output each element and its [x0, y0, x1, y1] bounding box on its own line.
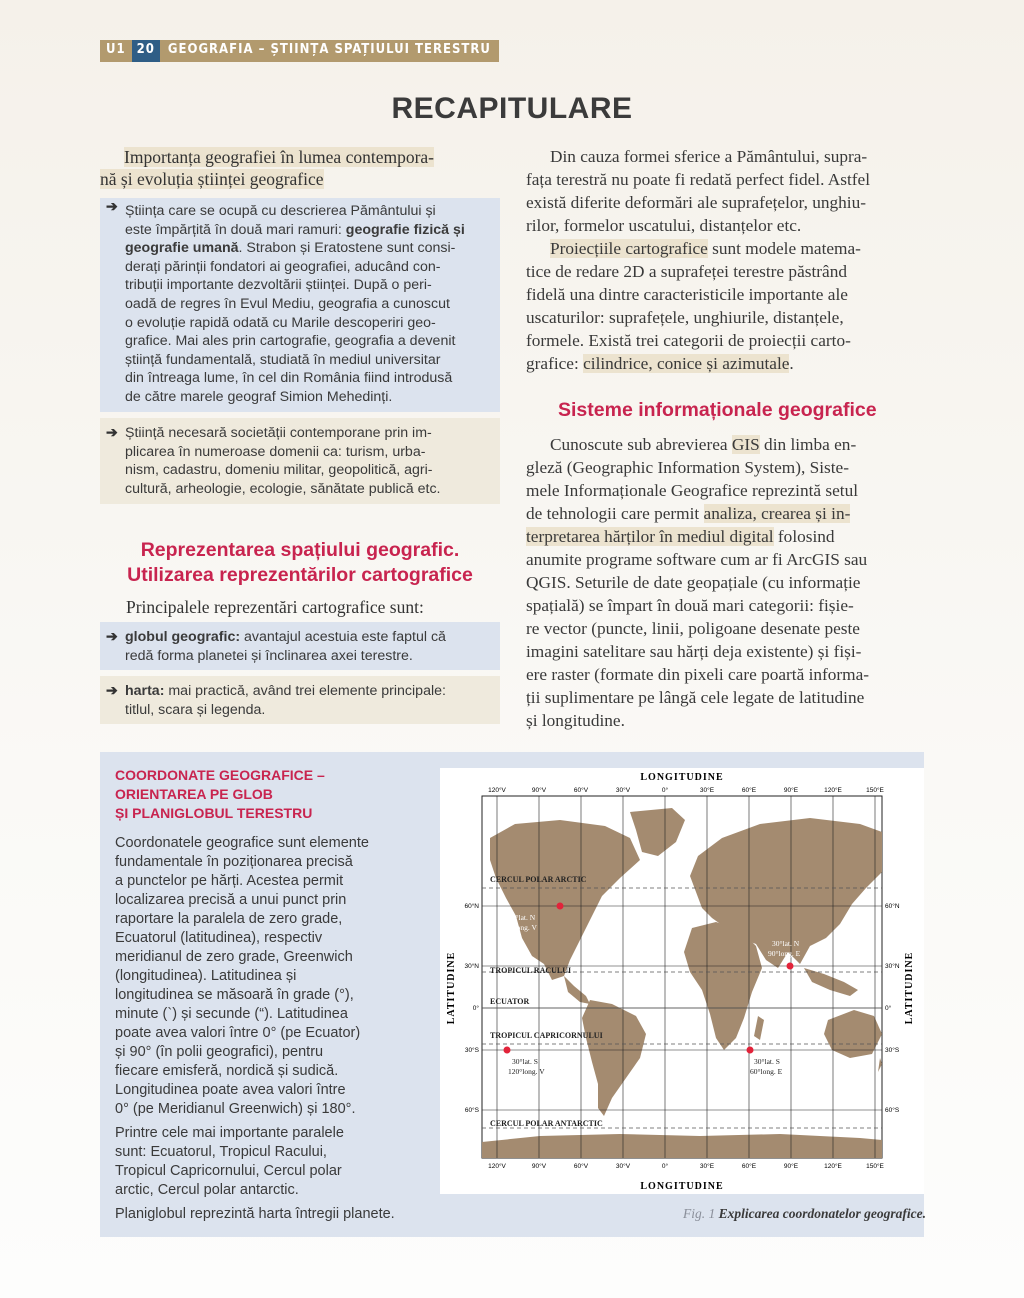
info-box-usefulness [100, 418, 500, 504]
lon-tick-top: 120°V [488, 787, 506, 794]
coord-line: a punctelor pe hărți. Acestea permit [115, 873, 344, 889]
lon-tick-bottom: 60°E [741, 1163, 757, 1170]
box2-line: Știință necesară societății contemporane prin im- [125, 425, 432, 441]
coord-paragraph-1 [115, 834, 415, 1119]
axis-label-left: LATITUDINE [446, 951, 457, 1025]
projection-text [526, 145, 926, 375]
lat-tick-left: 60°N [464, 903, 479, 910]
section-title-representation [100, 538, 500, 588]
figure-caption-text: Explicarea coordonatelor geografice. [718, 1206, 926, 1221]
coordinate-point [747, 1047, 754, 1054]
coord-line: localizarea precisă a unui punct prin [115, 892, 347, 908]
figure-caption [656, 1206, 926, 1222]
world-map-figure [440, 768, 924, 1194]
coordinate-point [557, 903, 564, 910]
coord-line: poate avea valori între 0° (pe Ecuator) [115, 1025, 361, 1041]
coord-line: minute (`) și secunde (“). Latitudinea [115, 1006, 348, 1022]
coord-title-line: ORIENTAREA PE GLOB [115, 786, 273, 802]
lon-tick-bottom: 30°V [615, 1163, 631, 1170]
coord-line: Tropicul Capricornului, Cercul polar [115, 1163, 342, 1179]
coord-line: longitudinea se măsoară în grade (°), [115, 987, 354, 1003]
right-line: fidelă una dintre caracteristicile importante ale [526, 285, 848, 304]
coord-line: fundamentale în poziționarea precisă [115, 854, 353, 870]
lon-tick-top: 60°E [741, 787, 757, 794]
globe-line: redă forma planetei și înclinarea axei terestre. [125, 647, 413, 664]
highlight-term: analiza, crearea și in- [703, 504, 851, 523]
lon-tick-bottom: 60°V [573, 1163, 589, 1170]
lon-tick-top: 120°E [824, 787, 842, 794]
right-line [526, 525, 926, 548]
right-line: QGIS. Seturile de date geopațiale (cu informație [526, 573, 861, 592]
box1-line: oadă de regres în Evul Mediu, geografia a cunoscut [125, 295, 450, 312]
antarctica [482, 1134, 882, 1158]
box2-line: cultură, arheologie, ecologie, sănătate publică etc. [125, 480, 441, 497]
parallel-label: CERCUL POLAR ANTARCTIC [490, 1119, 603, 1128]
right-line: re vector (puncte, linii, poligoane desenate peste [526, 619, 860, 638]
right-line: formele. Există trei categorii de proiecții carto- [526, 331, 851, 350]
coord-line: Longitudinea poate avea valori între [115, 1082, 346, 1098]
coordinates-title [115, 766, 375, 823]
box1-line: Știința care se ocupă cu descrierea Pământului și [125, 203, 436, 219]
box1-line: este împărțită în două mari ramuri: geografie fizică și [125, 221, 465, 238]
parallel-label: TROPICUL RACULUI [490, 966, 572, 975]
box1-line: tribuții importante dezvoltării științei. După o peri- [125, 277, 432, 294]
point-label: 30°lat. S [512, 1057, 538, 1066]
right-line: ții suplimentare pe lângă cele legate de latitudine [526, 688, 865, 707]
section-title-line: Reprezentarea spațiului geografic. [140, 539, 460, 561]
right-line: mele Informaționale Geografice reprezintă setul [526, 481, 859, 500]
heading-line-2: nă și evoluția științei geografice [100, 169, 324, 189]
axis-label-right: LATITUDINE [904, 951, 915, 1025]
chapter-title: GEOGRAFIA – ȘTIINȚA SPAȚIULUI TERESTRU [160, 40, 499, 62]
box1-line: o evoluție rapidă odată cu Marile descoperiri geo- [125, 314, 436, 331]
right-line: rilor, formelor uscatului, distanțelor etc. [526, 216, 802, 235]
right-text: grafice: [526, 354, 584, 373]
coord-line: Coordonatele geografice sunt elemente [115, 835, 369, 851]
point-label: 30°lat. N [772, 939, 800, 948]
coordinate-point [504, 1047, 511, 1054]
coord-line: meridianul de zero grade, Greenwich [115, 949, 353, 965]
highlight-term: GIS [731, 435, 760, 454]
point-label: 90°long. V [504, 923, 537, 932]
highlight-term: terpretarea hărților în mediul digital [526, 527, 774, 546]
gis-text [526, 433, 926, 732]
highlight-term: Proiecțiile cartografice [550, 239, 708, 258]
lon-tick-top: 90°E [783, 787, 799, 794]
right-text: de tehnologii care permit [526, 504, 704, 523]
lon-tick-bottom: 90°V [531, 1163, 547, 1170]
page-number: 20 [132, 40, 160, 62]
coord-paragraph-2 [115, 1124, 415, 1200]
coordinates-text [115, 834, 415, 1229]
point-label: 60°long. E [750, 1067, 783, 1076]
coord-line: (longitudinea). Latitudinea și [115, 968, 297, 984]
right-line: uscaturilor: suprafețele, unghiurile, distanțele, [526, 308, 844, 327]
right-text: sunt modele matema- [707, 239, 861, 258]
info-box-globe [100, 622, 500, 670]
lat-tick-right: 0° [885, 1005, 892, 1012]
unit-label: U1 [100, 40, 132, 62]
coord-line: 0° (pe Meridianul Greenwich) și 180°. [115, 1101, 356, 1117]
map-term: harta: [125, 683, 165, 699]
point-label: 90°long. E [768, 949, 801, 958]
lon-tick-top: 30°V [615, 787, 631, 794]
lon-tick-top: 60°V [573, 787, 589, 794]
right-line: tice de redare 2D a suprafeței terestre păstrând [526, 262, 847, 281]
heading-line-1: Importanța geografiei în lumea contempora- [124, 147, 435, 167]
page-title: RECAPITULARE [391, 92, 633, 125]
section-title-gis: Sisteme informaționale geografice [558, 399, 877, 421]
right-line [526, 237, 926, 260]
right-text: Cunoscute sub abrevierea [550, 435, 732, 454]
box1-line: de către marele geograf Simion Mehedinți. [125, 388, 393, 405]
right-text: din limba en- [759, 435, 857, 454]
lon-tick-bottom: 150°E [866, 1163, 884, 1170]
right-line: fața terestră nu poate fi redată perfect fidel. Astfel [526, 170, 871, 189]
parallel-label: ECUATOR [490, 997, 530, 1006]
coord-line: sunt: Ecuatorul, Tropicul Racului, [115, 1144, 327, 1160]
coord-line: și 90° (în polii geografici), pentru [115, 1044, 324, 1060]
right-line [526, 502, 926, 525]
box2-line: plicarea în numeroase domenii ca: turism, urba- [125, 443, 426, 460]
section-title-line: Utilizarea reprezentărilor cartografice [127, 564, 473, 586]
lon-tick-top: 0° [661, 787, 669, 794]
info-box-definition [100, 198, 500, 412]
section-heading-importance [100, 146, 500, 190]
coord-paragraph-3: Planiglobul reprezintă harta întregii planete. [115, 1206, 395, 1222]
lon-tick-bottom: 30°E [699, 1163, 715, 1170]
lat-tick-left: 30°S [464, 1047, 479, 1054]
lat-tick-left: 30°N [464, 963, 479, 970]
arrow-icon: ➔ [106, 683, 118, 699]
representations-intro: Principalele reprezentări cartografice sunt: [126, 597, 424, 617]
world-map-svg [440, 768, 924, 1194]
arrow-icon: ➔ [106, 199, 118, 215]
lat-tick-left: 0° [472, 1005, 479, 1012]
map-line [125, 682, 494, 701]
lon-tick-top: 90°V [531, 787, 547, 794]
map-line: titlul, scara și legenda. [125, 701, 266, 718]
coord-line: arctic, Cercul polar antarctic. [115, 1182, 299, 1198]
right-line: există diferite deformări ale suprafețelor, unghiu- [526, 193, 866, 212]
box1-line: grafice. Mai ales prin cartografie, geografia a devenit [125, 333, 456, 350]
right-line: gleză (Geographic Information System), Siste- [526, 458, 849, 477]
lat-tick-right: 60°S [885, 1107, 900, 1114]
box1-line: derați părinții fondatori ai geografiei, aducând con- [125, 258, 441, 275]
box1-line: geografie umană. Strabon și Eratostene sunt consi- [125, 240, 456, 257]
lon-tick-top: 30°E [699, 787, 715, 794]
globe-text: avantajul acestuia este faptul că [240, 629, 446, 645]
arrow-icon: ➔ [106, 425, 118, 441]
lon-tick-bottom: 120°V [488, 1163, 506, 1170]
lon-tick-bottom: 120°E [824, 1163, 842, 1170]
axis-label-bottom: LONGITUDINE [640, 1181, 724, 1192]
lon-tick-bottom: 90°E [783, 1163, 799, 1170]
coord-line: fiecare emisferă, nordică și sudică. [115, 1063, 339, 1079]
coordinate-point [787, 963, 794, 970]
box1-line: din întreaga lume, în cel din România fiind introdusă [125, 370, 453, 387]
right-line: spațială) se împart în două mari categorii: fișie- [526, 596, 854, 615]
right-line: Din cauza formei sferice a Pământului, supra- [550, 147, 868, 166]
right-text: folosind [773, 527, 835, 546]
lat-tick-right: 30°N [885, 963, 900, 970]
coord-line: raportare la paralela de zero grade, [115, 911, 343, 927]
highlight-term: cilindrice, conice și azimutale [583, 354, 790, 373]
right-text: . [789, 354, 794, 373]
axis-label-top: LONGITUDINE [640, 772, 724, 783]
coord-line: Ecuatorul (latitudinea), respectiv [115, 930, 323, 946]
parallel-label: TROPICUL CAPRICORNULUI [490, 1031, 603, 1040]
coord-line: Printre cele mai importante paralele [115, 1125, 344, 1141]
lat-tick-right: 30°S [885, 1047, 900, 1054]
globe-line [125, 628, 494, 647]
right-line: ere raster (formate din pixeli care poartă informa- [526, 665, 870, 684]
point-label: 60°lat. N [508, 913, 536, 922]
right-line: și longitudine. [526, 711, 625, 730]
right-line: imagini satelitare sau hărți deja existente) și fiși- [526, 642, 862, 661]
lat-tick-right: 60°N [885, 903, 900, 910]
page-header [100, 40, 499, 62]
arrow-icon: ➔ [106, 629, 118, 645]
right-line: anumite programe software cum ar fi ArcGIS sau [526, 550, 868, 569]
right-line [526, 433, 926, 456]
right-line [526, 352, 926, 375]
figure-label: Fig. 1 [683, 1206, 716, 1221]
globe-term: globul geografic: [125, 629, 241, 645]
lon-tick-bottom: 0° [661, 1163, 669, 1170]
parallel-label: CERCUL POLAR ARCTIC [490, 875, 587, 884]
point-label: 30°lat. S [754, 1057, 780, 1066]
coord-title-line: ȘI PLANIGLOBUL TERESTRU [115, 805, 313, 821]
lat-tick-left: 60°S [464, 1107, 479, 1114]
lon-tick-top: 150°E [866, 787, 884, 794]
box2-line: nism, cadastru, domeniu militar, geopolitică, agri- [125, 462, 433, 479]
point-label: 120°long. V [508, 1067, 545, 1076]
info-box-map [100, 676, 500, 724]
coord-title-line: COORDONATE GEOGRAFICE – [115, 767, 325, 783]
map-text: mai practică, având trei elemente principale: [164, 683, 446, 699]
box1-line: știință fundamentală, studiată în mediul universitar [125, 351, 441, 368]
